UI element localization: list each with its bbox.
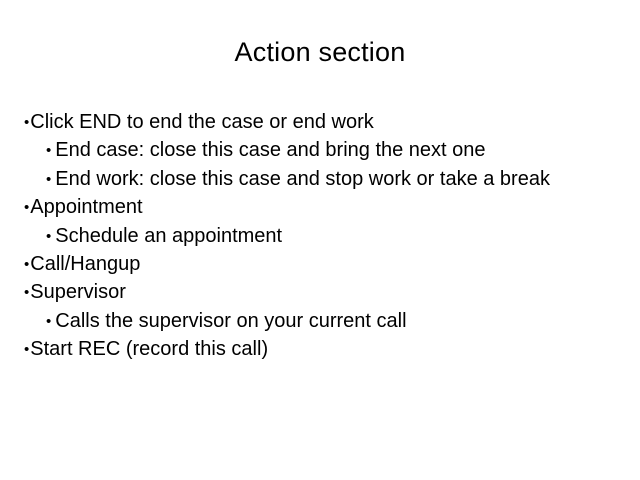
slide-body bbox=[24, 108, 620, 364]
bullet-icon: • bbox=[24, 284, 30, 302]
bullet-icon: • bbox=[46, 312, 52, 330]
list-item bbox=[24, 193, 620, 221]
list-item bbox=[46, 307, 620, 335]
list-item-text: End work: close this case and stop work or take a break bbox=[55, 167, 550, 190]
list-item bbox=[24, 278, 620, 306]
list-item bbox=[46, 136, 620, 164]
bullet-icon: • bbox=[24, 255, 30, 273]
bullet-icon: • bbox=[46, 170, 52, 188]
bullet-icon: • bbox=[46, 227, 52, 245]
list-item-text: Schedule an appointment bbox=[55, 224, 283, 247]
list-item bbox=[46, 222, 620, 250]
list-item-text: Call/Hangup bbox=[30, 252, 141, 275]
list-item-text: Click END to end the case or end work bbox=[30, 111, 374, 133]
list-item-text: Appointment bbox=[30, 196, 143, 219]
list-item-text: Calls the supervisor on your current call bbox=[55, 309, 407, 332]
list-item bbox=[46, 165, 620, 193]
list-item-text: Supervisor bbox=[30, 281, 126, 304]
bullet-icon: • bbox=[46, 142, 52, 160]
bullet-icon: • bbox=[24, 199, 30, 217]
list-item bbox=[24, 108, 620, 136]
page-title: Action section bbox=[234, 37, 406, 67]
list-item-text: End case: close this case and bring the next one bbox=[55, 139, 486, 162]
list-item-text: Start REC (record this call) bbox=[30, 338, 269, 361]
list-item bbox=[24, 335, 620, 363]
bullet-icon: • bbox=[24, 341, 30, 359]
bullet-icon: • bbox=[24, 114, 30, 131]
list-item bbox=[24, 250, 620, 278]
